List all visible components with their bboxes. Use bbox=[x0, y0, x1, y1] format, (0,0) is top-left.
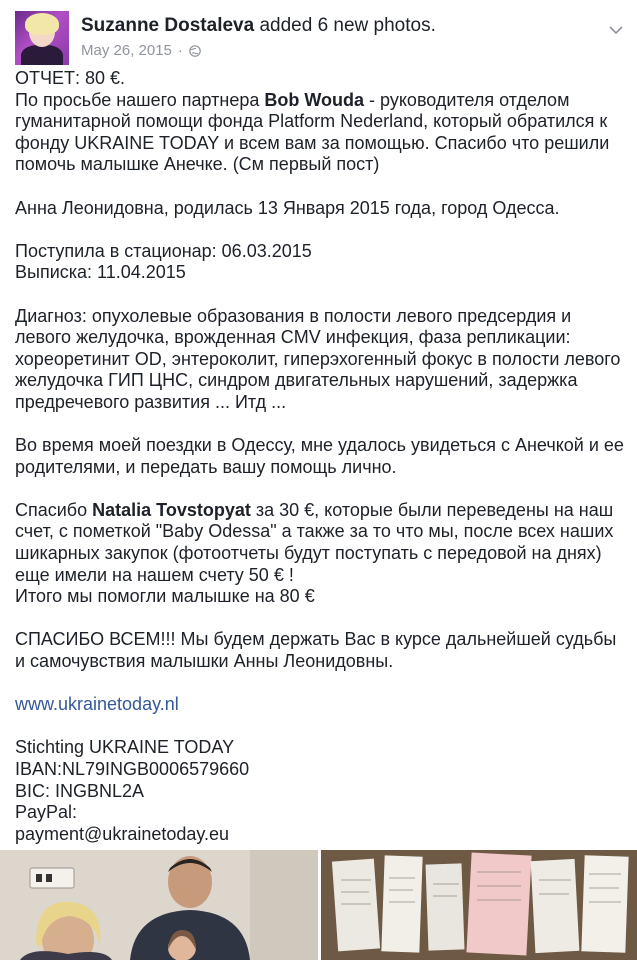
post-paragraph: Анна Леонидовна, родилась 13 Января 2015 года, город Одесса. bbox=[15, 197, 560, 218]
post-paragraph: PayPal: bbox=[15, 802, 78, 823]
photo-receipts[interactable] bbox=[321, 850, 637, 960]
post-header bbox=[15, 11, 637, 63]
website-link[interactable]: www.ukrainetoday.nl bbox=[15, 694, 179, 715]
post-paragraph: IBAN:NL79INGB0006579660 bbox=[15, 759, 250, 779]
receipts-photo-image bbox=[321, 850, 637, 960]
post-paragraph: BIC: INGBNL2A bbox=[15, 780, 145, 801]
post-paragraph: Поступила в стационар: 06.03.2015 bbox=[15, 240, 312, 261]
post-paragraph: Диагноз: опухолевые образования в полости левого предсердия и левого желудочка, врожденная CMV инфекция, фаза репликации: хореоретинит OD, энтероколит, гиперэхогенный фокус в полости левого желудочка ГИП ЦНС, синдром двигательных нарушений, задержка предречевого развития ... Итд ... bbox=[15, 305, 621, 412]
avatar[interactable] bbox=[15, 11, 69, 65]
post-paragraph: Итого мы помогли малышке на 80 € bbox=[15, 586, 315, 607]
report-title: ОТЧЕТ: 80 €. bbox=[15, 68, 126, 88]
post-paragraph: payment@ukrainetoday.eu bbox=[15, 823, 230, 844]
mention-bob-wouda[interactable]: Bob Wouda bbox=[264, 89, 365, 110]
globe-icon bbox=[189, 45, 201, 57]
post-paragraph: Спасибо Natalia Tovstopyat за 30 €, которые были переведены на наш счет, с пометкой "Baby Odessa" а также за то что мы, после всех наших шикарных закупок (фотоотчеты будут поступать с передовой на днях) еще имели на нашем счету 50 € ! bbox=[15, 499, 614, 585]
mention-natalia-tovstopyat[interactable]: Natalia Tovstopyat bbox=[92, 499, 251, 520]
post-paragraph: Во время моей поездки в Одессу, мне удалось увидеться с Анечкой и ее родителями, и передать вашу помощь лично. bbox=[15, 435, 624, 477]
post-date[interactable]: May 26, 2015 bbox=[81, 42, 172, 59]
chevron-down-icon[interactable] bbox=[609, 25, 623, 35]
post-paragraph: СПАСИБО ВСЕМ!!! Мы будем держать Вас в курсе дальнейшей судьбы и самочувствия малышки Анны Леонидовны. bbox=[15, 629, 617, 672]
photo-grid bbox=[0, 850, 637, 960]
post-action: added 6 new photos. bbox=[259, 15, 436, 36]
post-paragraph: Выписка: 11.04.2015 bbox=[15, 262, 186, 283]
post-paragraph: По просьбе нашего партнера Bob Wouda - руководителя отделом гуманитарной помощи фонда Platform Nederland, который обратился к фонду UKRAINE TODAY и всем вам за помощью. Спасибо что решили помочь малышке Анечке. (См первый пост) bbox=[15, 89, 610, 175]
family-photo-image bbox=[0, 850, 318, 960]
post-title bbox=[81, 15, 436, 37]
post-body bbox=[15, 68, 627, 845]
post-meta bbox=[81, 42, 201, 59]
meta-separator: · bbox=[177, 42, 183, 59]
post-paragraph: Stichting UKRAINE TODAY bbox=[15, 737, 235, 758]
author-name[interactable]: Suzanne Dostaleva bbox=[81, 15, 255, 36]
photo-family[interactable] bbox=[0, 850, 318, 960]
